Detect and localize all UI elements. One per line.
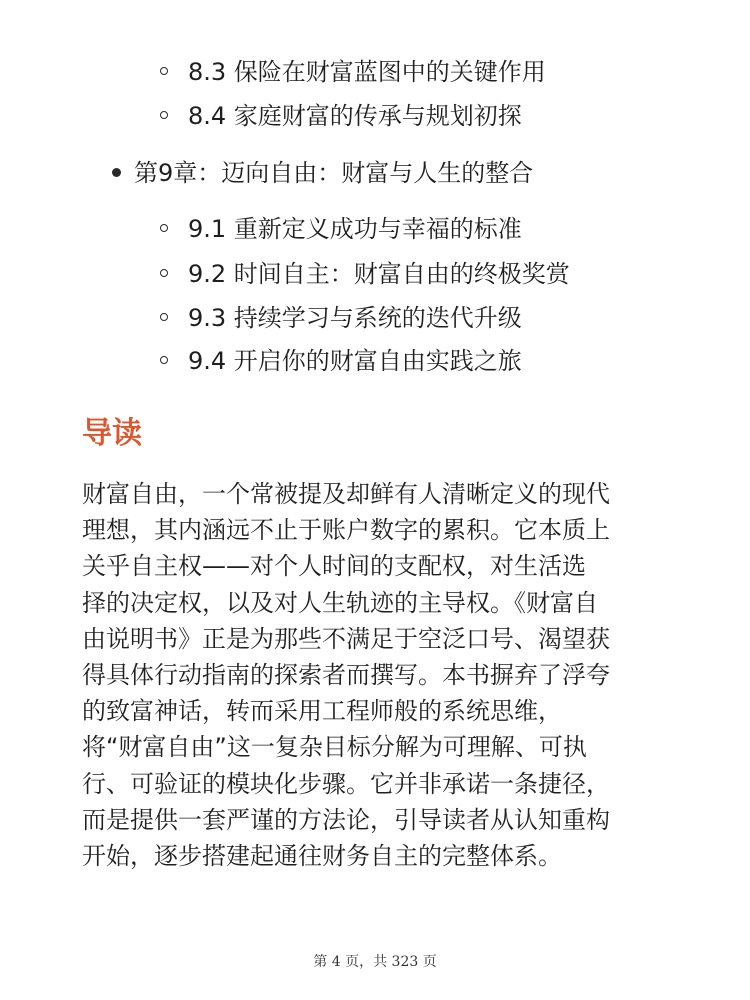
paragraph-line: 开始，逐步搭建起通往财务自主的完整体系。 xyxy=(82,842,562,871)
paragraph-line: 由说明书》正是为那些不满足于空泛口号、渴望获 xyxy=(82,624,610,653)
page-indicator: 第 4 页，共 323 页 xyxy=(313,954,437,970)
toc-subitem-label: 9.3 持续学习与系统的迭代升级 xyxy=(188,304,522,332)
paragraph-line: 的致富神话，转而采用工程师般的系统思维， xyxy=(82,697,562,726)
section-heading-intro: 导读 xyxy=(82,416,142,451)
toc-subitem-label: 8.4 家庭财富的传承与规划初探 xyxy=(188,102,522,130)
paragraph-line: 得具体行动指南的探索者而撰写。本书摒弃了浮夸 xyxy=(82,661,610,690)
hollow-circle-bullet-icon xyxy=(160,269,168,277)
toc-subitem-label: 9.1 重新定义成功与幸福的标准 xyxy=(188,215,522,243)
paragraph-line: 行、可验证的模块化步骤。它并非承诺一条捷径， xyxy=(82,769,610,798)
paragraph-line: 理想，其内涵远不止于账户数字的累积。它本质上 xyxy=(82,516,610,545)
paragraph-line: 而是提供一套严谨的方法论，引导读者从认知重构 xyxy=(82,805,610,834)
toc-chapter-label: 第9章：迈向自由：财富与人生的整合 xyxy=(134,159,534,187)
filled-circle-bullet-icon xyxy=(112,168,121,177)
paragraph-line: 关乎自主权——对个人时间的支配权，对生活选 xyxy=(82,552,586,581)
paragraph-line: 财富自由，一个常被提及却鲜有人清晰定义的现代 xyxy=(82,480,610,508)
hollow-circle-bullet-icon xyxy=(160,111,168,119)
toc-subitem-label: 9.2 时间自主：财富自由的终极奖赏 xyxy=(188,260,570,288)
hollow-circle-bullet-icon xyxy=(160,224,168,232)
paragraph-line: 将“财富自由”这一复杂目标分解为可理解、可执 xyxy=(82,733,587,762)
hollow-circle-bullet-icon xyxy=(160,313,168,321)
toc-subitem-label: 8.3 保险在财富蓝图中的关键作用 xyxy=(188,58,546,86)
hollow-circle-bullet-icon xyxy=(160,67,168,75)
intro-paragraph xyxy=(82,476,672,874)
hollow-circle-bullet-icon xyxy=(160,356,168,364)
paragraph-line: 择的决定权，以及对人生轨迹的主导权。《财富自 xyxy=(82,588,598,617)
toc-subitem-label: 9.4 开启你的财富自由实践之旅 xyxy=(188,347,522,375)
